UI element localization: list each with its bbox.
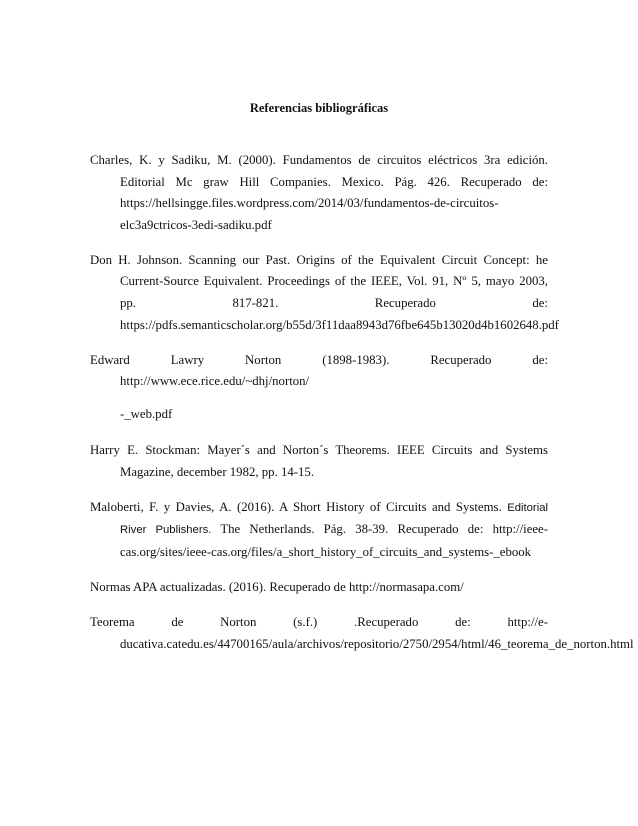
reference-continuation: -_web.pdf xyxy=(120,407,173,422)
reference-item: Charles, K. y Sadiku, M. (2000). Fundamentos de circuitos eléctricos 3ra edición. Editorial Mc graw Hill Companies. Mexico. Pág. 426. Recuperado de: https://hellsingge.files.wordpress.com/2014/03/fundamentos-de-circuitos-elc3a9ctricos-3edi-sadiku.pdf xyxy=(90,153,548,232)
reference-text: Maloberti, F. y Davies, A. (2016). A Short History of Circuits and Systems. xyxy=(90,499,502,514)
reference-publisher: Editorial River Publishers. xyxy=(120,501,549,537)
reference-list xyxy=(90,150,634,669)
reference-item xyxy=(90,497,548,564)
reference-item: Harry E. Stockman: Mayer´s and Norton´s Theorems. IEEE Circuits and Systems Magazine, december 1982, pp. 14-15. xyxy=(90,443,548,479)
reference-item: Edward Lawry Norton (1898-1983). Recuperado de: http://www.ece.rice.edu/~dhj/norton/ xyxy=(90,352,548,389)
reference-text-rest: The Netherlands. Pág. 38-39. Recuperado de: http://ieee-cas.org/sites/ieee-cas.org/files/a_short_history_of_circuits_and_systems-_ebook xyxy=(120,522,549,559)
reference-item: Teorema de Norton (s.f.) .Recuperado de: http://e-ducativa.catedu.es/44700165/aula/archivos/repositorio/2750/2954/html/46_teorema_de_norton.html xyxy=(90,615,634,651)
page-title: Referencias bibliográficas xyxy=(249,101,389,115)
reference-item: Normas APA actualizadas. (2016). Recuperado de http://normasapa.com/ xyxy=(90,580,464,594)
reference-item: Don H. Johnson. Scanning our Past. Origins of the Equivalent Circuit Concept: he Current-Source Equivalent. Proceedings of the IEEE, Vol. 91, Nº 5, mayo 2003, pp. 817-821. Recuperado de: https://pdfs.semanticscholar.org/b55d/3f11daa8943d76fbe645b13020d4b1602648.pdf xyxy=(90,252,559,332)
